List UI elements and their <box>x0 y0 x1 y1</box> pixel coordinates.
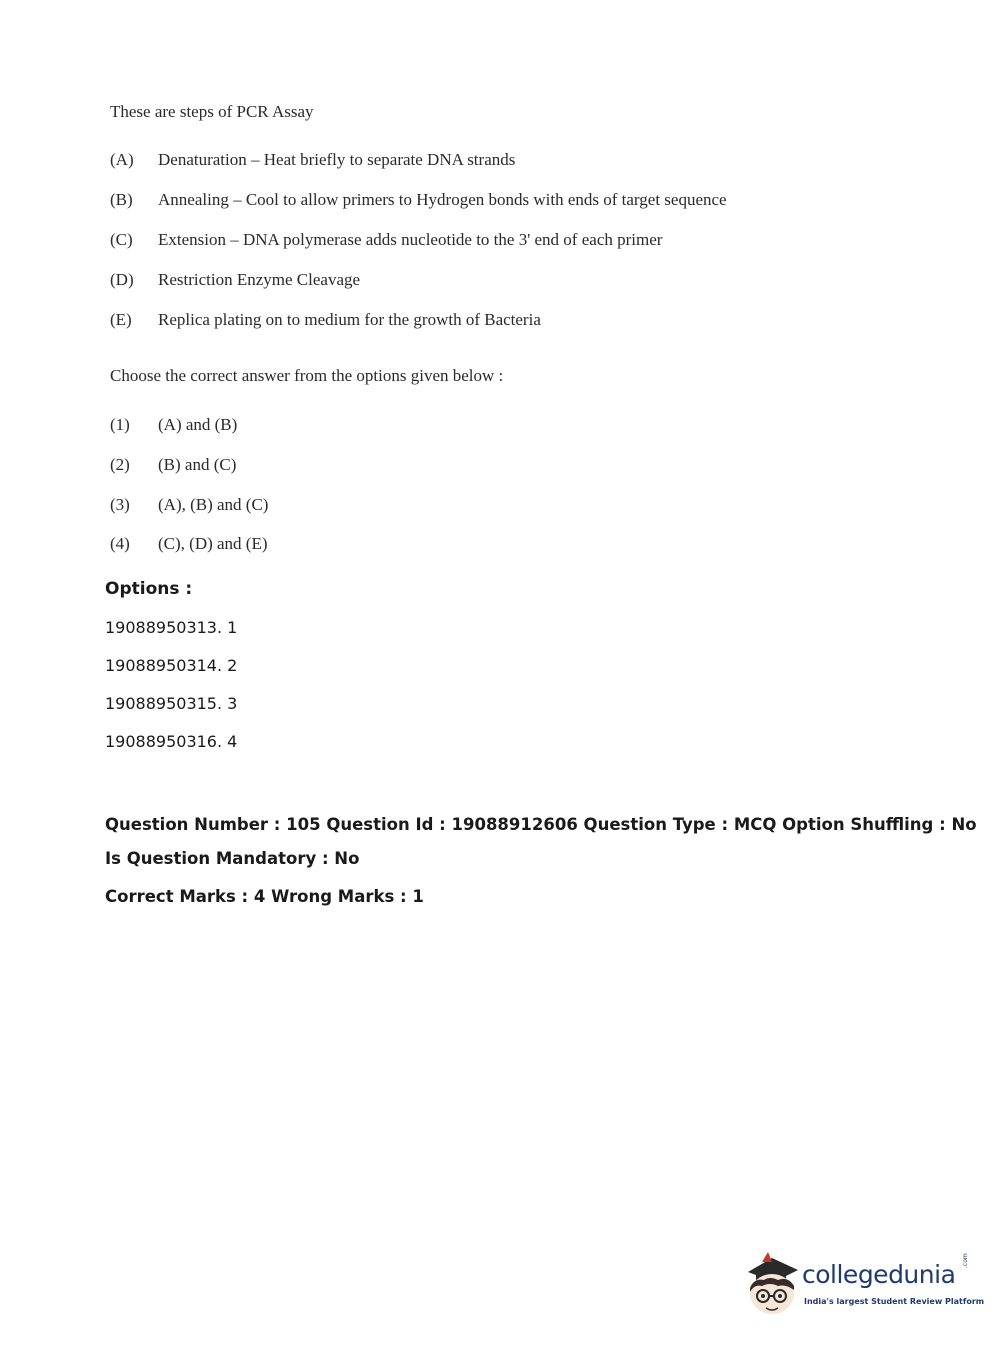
list-item <box>0 310 1001 332</box>
answer-label: (3) <box>110 495 130 514</box>
step-label: (B) <box>110 190 133 209</box>
answer-text: (A) and (B) <box>158 415 238 434</box>
step-text: Restriction Enzyme Cleavage <box>158 270 361 289</box>
option-item: 19088950315. 3 <box>105 694 238 713</box>
step-label: (C) <box>110 230 133 249</box>
option-item: 19088950316. 4 <box>105 732 238 751</box>
logo-dotcom: .com <box>962 1253 969 1268</box>
choose-instruction: Choose the correct answer from the options given below : <box>110 366 504 385</box>
step-label: (E) <box>110 310 132 329</box>
step-label: (D) <box>110 270 134 289</box>
collegedunia-logo <box>742 1250 985 1320</box>
option-item: 19088950313. 1 <box>105 618 238 637</box>
answer-text: (C), (D) and (E) <box>158 534 268 553</box>
step-text: Extension – DNA polymerase adds nucleotide to the 3' end of each primer <box>158 230 663 249</box>
question-intro: These are steps of PCR Assay <box>110 102 314 121</box>
list-item <box>0 230 1001 252</box>
list-item <box>0 270 1001 292</box>
answer-text: (A), (B) and (C) <box>158 495 269 514</box>
answer-text: (B) and (C) <box>158 455 237 474</box>
list-item <box>0 415 1001 437</box>
question-mandatory-line: Is Question Mandatory : No <box>105 849 360 868</box>
logo-tagline: India's largest Student Review Platform <box>804 1297 985 1306</box>
step-text: Denaturation – Heat briefly to separate DNA strands <box>158 150 516 169</box>
list-item <box>0 190 1001 212</box>
step-label: (A) <box>110 150 134 169</box>
mascot-icon <box>742 1250 802 1320</box>
list-item <box>0 495 1001 517</box>
step-text: Annealing – Cool to allow primers to Hydrogen bonds with ends of target sequence <box>158 190 727 209</box>
question-marks-line: Correct Marks : 4 Wrong Marks : 1 <box>105 887 424 906</box>
option-item: 19088950314. 2 <box>105 656 238 675</box>
step-text: Replica plating on to medium for the growth of Bacteria <box>158 310 541 329</box>
answer-label: (4) <box>110 534 130 553</box>
list-item <box>0 534 1001 556</box>
list-item <box>0 455 1001 477</box>
question-meta-line: Question Number : 105 Question Id : 19088912606 Question Type : MCQ Option Shuffling : No <box>105 815 977 834</box>
options-heading: Options : <box>105 579 193 599</box>
logo-wordmark: collegedunia <box>802 1260 956 1289</box>
answer-label: (1) <box>110 415 130 434</box>
list-item <box>0 150 1001 172</box>
answer-label: (2) <box>110 455 130 474</box>
